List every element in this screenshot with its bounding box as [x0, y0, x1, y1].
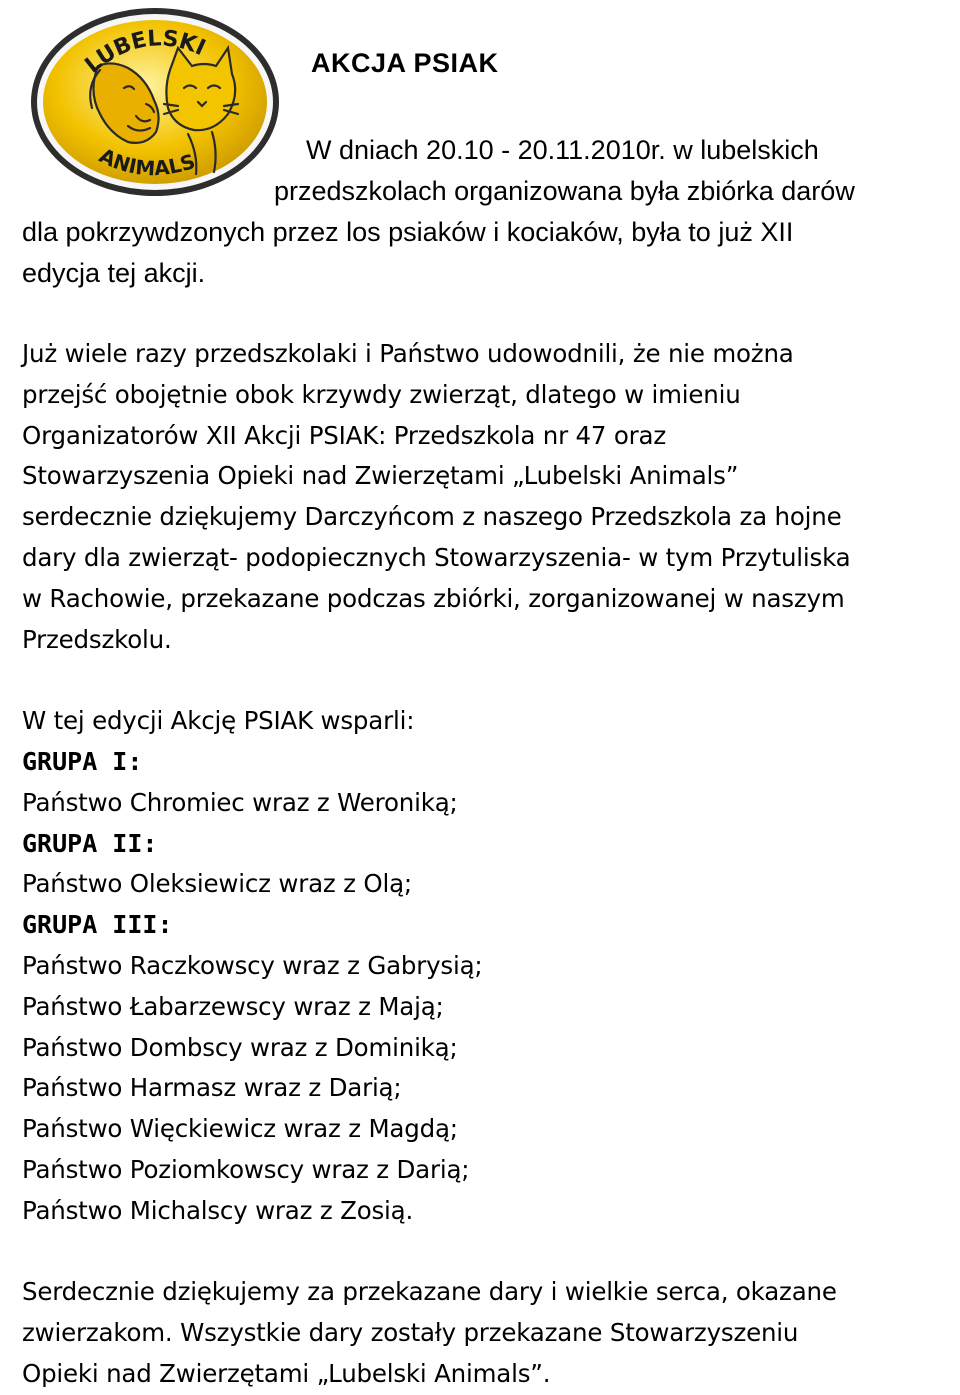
family-entry: Państwo Chromiec wraz z Weroniką;: [22, 787, 458, 817]
spacer: [22, 660, 958, 701]
family-entry: Państwo Łabarzewscy wraz z Mają;: [22, 991, 444, 1021]
logo-bottom-text: ANIMALS: [95, 143, 198, 181]
paragraph-line: w Rachowie, przekazane podczas zbiórki, zorganizowanej w naszym: [22, 583, 845, 613]
family-entry: Państwo Dombscy wraz z Dominiką;: [22, 1032, 458, 1062]
paragraph-line: Serdecznie dziękujemy za przekazane dary i wielkie serca, okazane: [22, 1277, 837, 1307]
family-entry: Państwo Raczkowscy wraz z Gabrysią;: [22, 950, 483, 980]
paragraph-line: Organizatorów XII Akcji PSIAK: Przedszkola nr 47 oraz: [22, 420, 667, 450]
spacer: [22, 1232, 958, 1273]
group-heading: GRUPA III:: [22, 910, 173, 940]
paragraph-line: Stowarzyszenia Opieki nad Zwierzętami „Lubelski Animals”: [22, 461, 739, 491]
logo-top-text: LUBELSKI: [80, 26, 209, 79]
intro-line: przedszkolach organizowana była zbiórka darów: [274, 176, 855, 206]
closing-paragraph: [22, 1272, 958, 1394]
group-heading: GRUPA II:: [22, 828, 158, 858]
family-entry: Państwo Michalscy wraz z Zosią.: [22, 1195, 414, 1225]
intro-line: W dniach 20.10 - 20.11.2010r. w lubelskich: [306, 135, 819, 165]
paragraph-line: Przedszkolu.: [22, 624, 172, 654]
intro-line: dla pokrzywdzonych przez los psiaków i kociaków, była to już XII: [22, 217, 794, 247]
supporters-list: [22, 701, 958, 1231]
family-entry: Państwo Poziomkowscy wraz z Darią;: [22, 1154, 470, 1184]
page-title: AKCJA PSIAK: [311, 48, 499, 78]
family-entry: Państwo Oleksiewicz wraz z Olą;: [22, 869, 412, 899]
paragraph-line: serdecznie dziękujemy Darczyńcom z naszego Przedszkola za hojne: [22, 502, 842, 532]
paragraph-line: Już wiele razy przedszkolaki i Państwo udowodnili, że nie można: [22, 339, 794, 368]
intro-line: edycja tej akcji.: [22, 258, 206, 288]
family-entry: Państwo Więckiewicz wraz z Magdą;: [22, 1114, 458, 1144]
paragraph-line: dary dla zwierząt- podopiecznych Stowarzyszenia- w tym Przytuliska: [22, 542, 851, 572]
intro-paragraph: [22, 130, 952, 294]
thanks-paragraph: [22, 334, 958, 660]
supporters-intro: W tej edycji Akcję PSIAK wsparli:: [22, 706, 415, 736]
paragraph-line: przejść obojętnie obok krzywdy zwierząt, dlatego w imieniu: [22, 379, 741, 409]
paragraph-line: zwierzakom. Wszystkie dary zostały przekazane Stowarzyszeniu: [22, 1318, 799, 1348]
paragraph-line: Opieki nad Zwierzętami „Lubelski Animals”.: [22, 1358, 551, 1388]
group-heading: GRUPA I:: [22, 746, 143, 776]
family-entry: Państwo Harmasz wraz z Darią;: [22, 1073, 402, 1103]
document-body: [22, 334, 958, 1395]
